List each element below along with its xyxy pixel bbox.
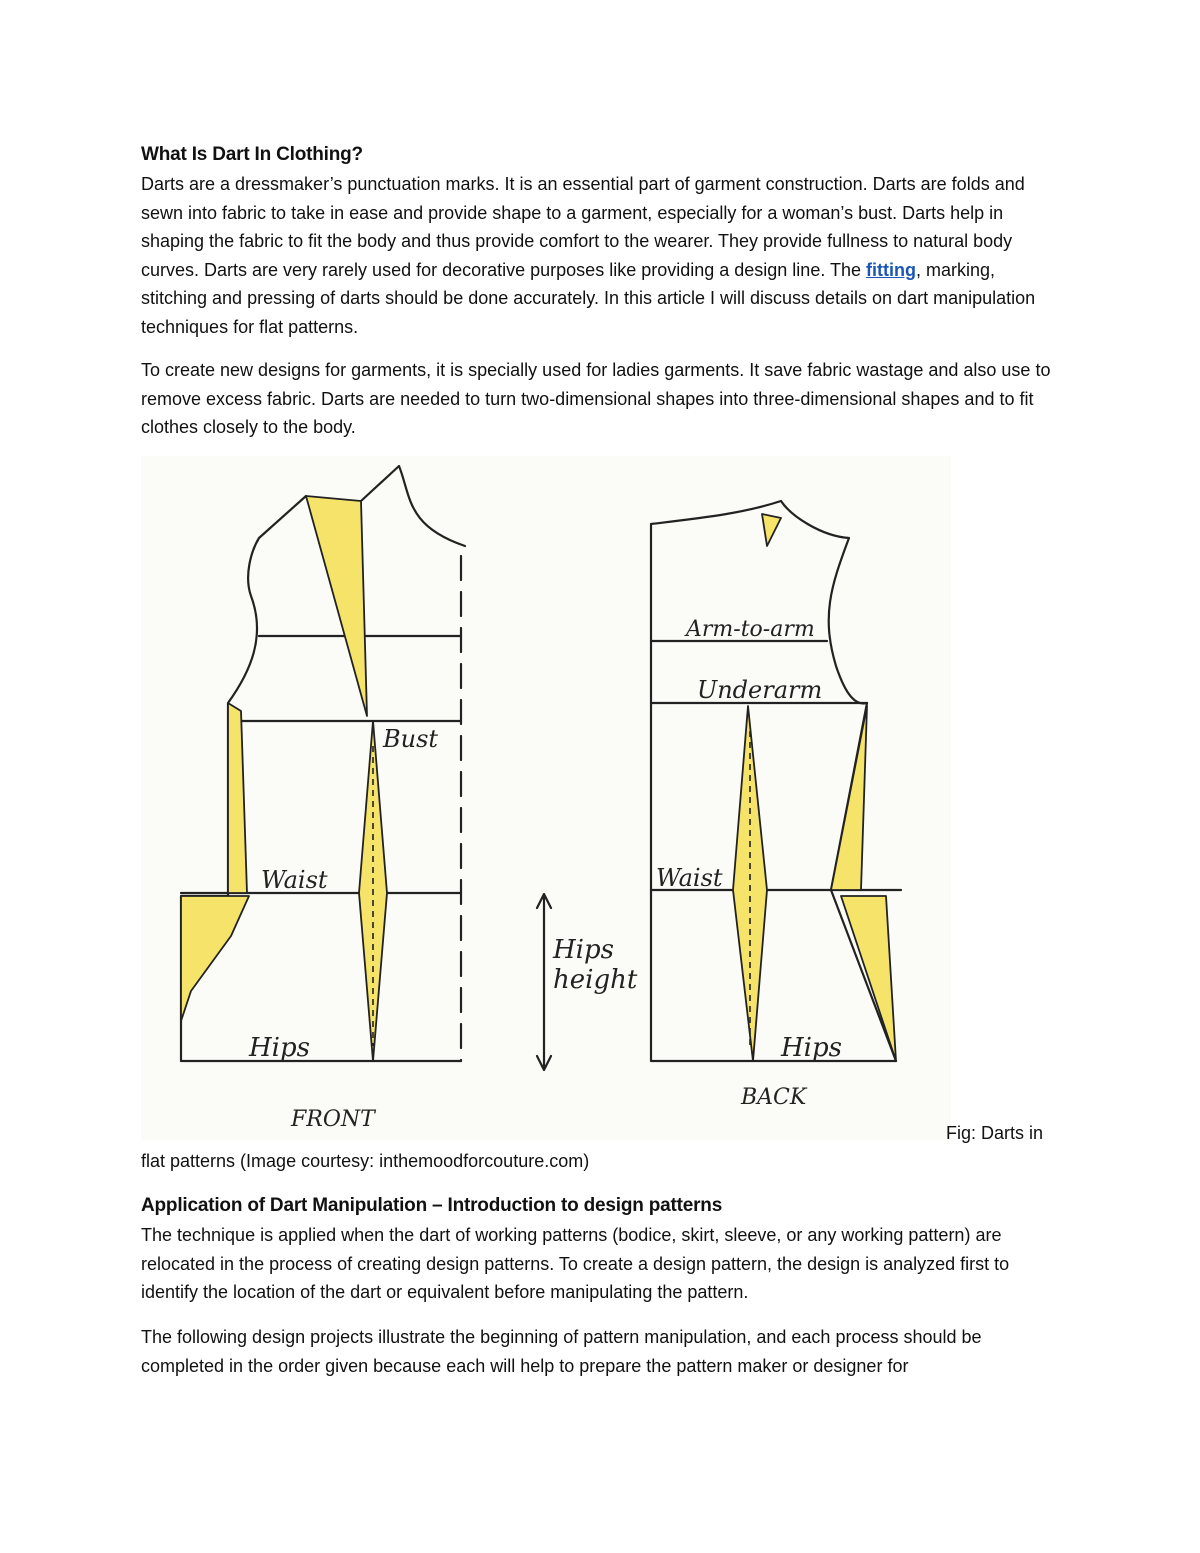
front-waist-label: Waist [261,866,328,894]
bust-label: Bust [383,725,439,753]
figure-caption-line-2: flat patterns (Image courtesy: inthemoodforcouture.com) [141,1151,590,1171]
paragraph-text: Darts are a dressmaker’s punctuation marks. It is an essential part of garment construction. Darts are folds and sewn into fabric to take in ease and provide shape to a garment, especially for a woman’s bust. Darts help in shaping the fabric to fit the body and thus provide comfort to the wearer. They provide fullness to natural body curves. Darts are very rarely used for decorative purposes like providing a design line. The [141,174,1025,280]
back-hips-label: Hips [781,1033,842,1063]
back-side-dart [831,706,867,890]
back-waist-label: Waist [656,864,723,892]
underarm-label: Underarm [697,676,823,704]
arm-to-arm-label: Arm-to-arm [686,617,815,642]
paragraph-dart-intro [141,170,1066,341]
paragraph-technique: The technique is applied when the dart of working patterns (bodice, skirt, sleeve, or any working pattern) are relocated in the process of creating design patterns. To create a design pattern, the design is analyzed first to identify the location of the dart or equivalent before manipulating the pattern. [141,1225,1010,1302]
front-label: FRONT [291,1107,375,1132]
paragraph-text: , marking, stitching and pressing of darts should be done accurately. In this article I will discuss details on dart manipulation techniques for flat patterns. [141,259,1036,337]
front-shoulder-dart [306,496,367,716]
back-shoulder-dart [762,514,781,546]
heading-dart-manipulation: Application of Dart Manipulation – Introduction to design patterns [141,1195,723,1216]
heading-what-is-dart: What Is Dart In Clothing? [141,144,363,165]
dart-pattern-figure [141,456,951,1140]
hips-height-arrow [537,894,551,1070]
hips-height-label-2: height [553,965,638,995]
paragraph-dart-purpose: To create new designs for garments, it is specially used for ladies garments. It save fabric wastage and also use to remove excess fabric. Darts are needed to turn two-dimensional shapes into three-dimensional shapes and to fit clothes closely to the body. [141,360,1051,437]
front-side-dart [228,703,247,893]
back-label: BACK [741,1085,807,1110]
back-hip-dart [841,896,896,1061]
front-hips-label: Hips [249,1033,310,1063]
hips-height-label-1: Hips [553,935,614,965]
figure-caption-line-1: Fig: Darts in [946,1123,1044,1143]
paragraph-design-projects: The following design projects illustrate the beginning of pattern manipulation, and each process should be completed in the order given because each will help to prepare the pattern maker or designer for [141,1327,982,1376]
dart-pattern-drawing [141,456,951,1140]
fitting-link[interactable]: fitting [866,259,917,280]
front-hip-dart [181,896,249,1021]
